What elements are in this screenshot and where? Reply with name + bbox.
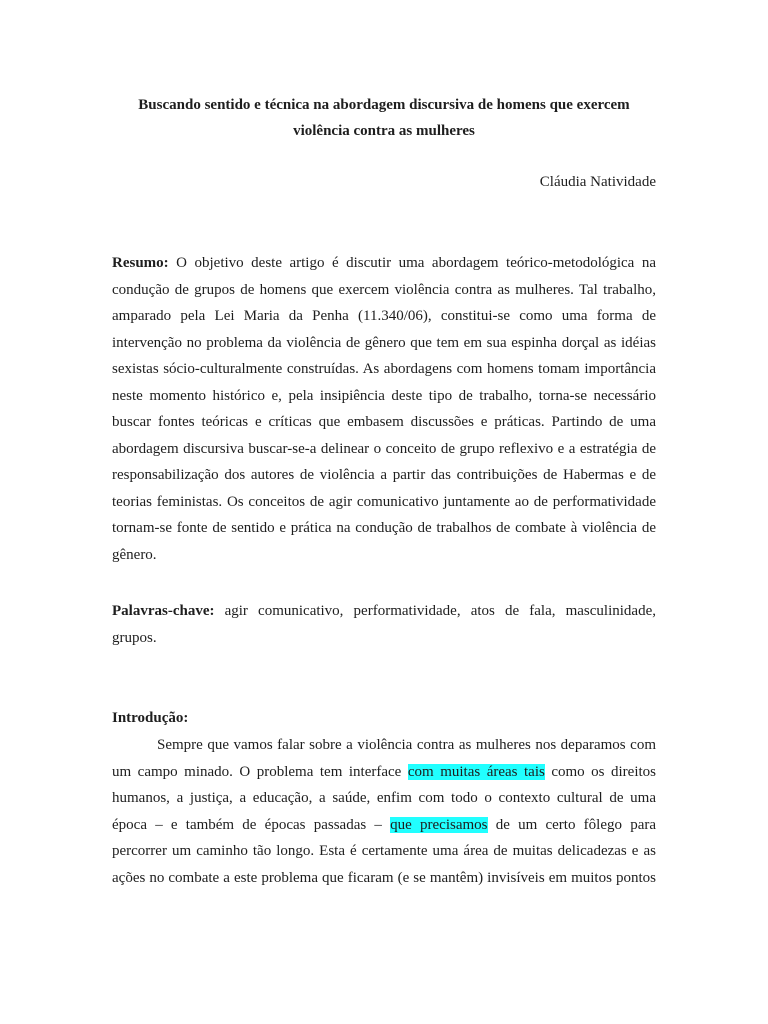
abstract-line: responsabilização dos autores de violência a partir das contribuições de Habermas e de <box>112 467 656 483</box>
abstract-line: sexistas sócio-culturalmente construídas. As abordagens com homens tomam importância <box>112 361 656 377</box>
intro-line <box>112 759 656 786</box>
abstract-line-text: O objetivo deste artigo é discutir uma abordagem teórico-metodológica na <box>168 255 656 271</box>
intro-text: como os direitos <box>544 763 657 780</box>
keywords-label: Palavras-chave: <box>112 603 215 619</box>
intro-line: Sempre que vamos falar sobre a violência contra as mulheres nos deparamos com <box>157 737 656 753</box>
keywords-text: agir comunicativo, performatividade, atos de fala, masculinidade, <box>214 603 656 619</box>
abstract-line: condução de grupos de homens que exercem violência contra as mulheres. Tal trabalho, <box>112 281 656 298</box>
keywords-line: grupos. <box>112 629 157 646</box>
abstract-line: intervenção no problema da violência de gênero que tem em sua espinha dorçal as idéias <box>112 334 656 351</box>
introduction-heading: Introdução: <box>112 710 189 726</box>
intro-line: ações no combate a este problema que ficaram (e se mantêm) invisíveis em muitos pontos <box>112 869 656 886</box>
abstract-label: Resumo: <box>112 255 169 271</box>
abstract-line: amparado pela Lei Maria da Penha (11.340/06), constitui-se como uma forma de <box>112 308 656 324</box>
intro-text: um campo minado. O problema tem interface <box>112 763 408 780</box>
title-line-2: violência contra as mulheres <box>293 123 475 139</box>
title-line-1: Buscando sentido e técnica na abordagem discursiva de homens que exercem <box>138 97 630 113</box>
intro-text: de um certo fôlego para <box>487 816 657 833</box>
abstract-line: tornam-se fonte de sentido e prática na condução de trabalhos de combate à violência de <box>112 520 656 536</box>
abstract-line: teorias feministas. Os conceitos de agir comunicativo juntamente ao de performatividade <box>112 493 656 510</box>
keywords-line <box>112 598 656 625</box>
intro-text: época – e também de épocas passadas – <box>112 816 391 833</box>
abstract-line: abordagem discursiva buscar-se-a delinear o conceito de grupo reflexivo e a estratégia de <box>112 440 656 457</box>
intro-line: humanos, a justiça, a educação, a saúde, enfim com todo o contexto cultural de uma <box>112 790 656 806</box>
abstract-paragraph <box>112 250 656 568</box>
introduction-paragraph <box>112 732 656 891</box>
highlighted-text: que precisamos <box>390 816 488 833</box>
intro-line <box>112 812 656 839</box>
intro-line: percorrer um caminho tão longo. Esta é certamente uma área de muitas delicadezas e as <box>112 843 656 859</box>
author-name: Cláudia Natividade <box>539 174 656 190</box>
abstract-line: buscar fontes teóricas e críticas que embasem discussões e práticas. Partindo de uma <box>112 414 656 430</box>
abstract-line <box>112 250 656 277</box>
document-title <box>112 92 656 144</box>
highlighted-text: com muitas áreas tais <box>407 763 545 780</box>
abstract-line: neste momento histórico e, pela insipiência deste tipo de trabalho, torna-se necessário <box>112 387 656 404</box>
keywords-paragraph <box>112 598 656 651</box>
abstract-line: gênero. <box>112 546 157 563</box>
